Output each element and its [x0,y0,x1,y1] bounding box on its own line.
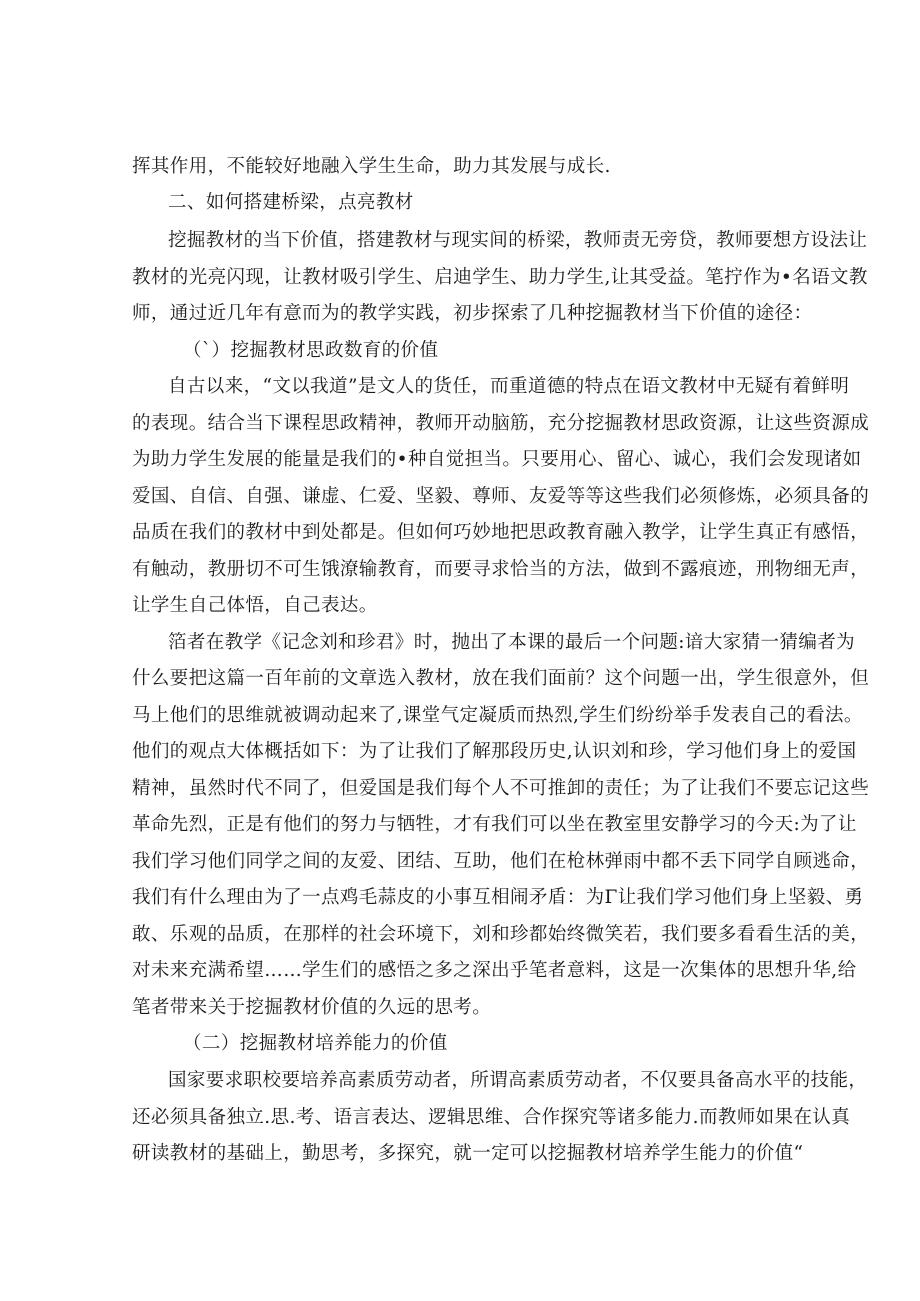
paragraph-first-line: 自古以来，“文以我道”是文人的货任，而重道德的特点在语文教材中无疑有着鲜明 [168,376,850,397]
paragraph-line: 爱国、自信、自强、谦虚、仁爱、坚毅、尊师、友爱等等这些我们必须修炼，必须具备的 [132,486,870,507]
paragraph-line: 他们的观点大体概括如下：为了让我们了解那段历史,认识刘和珍，学习他们身上的爱国 [132,741,857,762]
paragraph-line: 精神，虽然时代不同了，但爱国是我们每个人不可推卸的责任；为了让我们不要忘记这些 [132,778,870,799]
paragraph-first-line: 挖掘教材的当下价值，搭建教材与现实间的桥梁，教师责无旁贷，教师要想方设法让 [168,230,868,251]
section-heading: 二、如何搭建桥梁，点亮教材 [168,192,414,213]
subsection-heading: （二）挖掘教材培养能力的价值 [183,1033,448,1054]
paragraph-line: 敢、乐观的品质，在那样的社会环境下，刘和珍都始终微笑若，我们要多看看生活的美， [132,924,870,945]
paragraph-line: 什么要把这篇一百年前的文章选入教材，放在我们面前？这个问题一出，学生很意外，但 [132,668,870,689]
paragraph-line: 品质在我们的教材中到处都是。但如何巧妙地把思政教育融入教学，让学生真正有感悟， [132,522,870,543]
paragraph-line: 我们学习他们同学之间的友爱、团结、互助，他们在枪林弹雨中都不丢下同学自顾逃命， [132,851,870,872]
paragraph-line: 笔者带来关于挖掘教材价值的久远的思考。 [132,997,492,1018]
paragraph-first-line: 箔者在教学《记念刘和珍君》时，抛出了本课的最后一个问题:谙大家猜一猜编者为 [168,632,856,653]
paragraph-line: 马上他们的思维就被调动起来了,课堂气定凝质而热烈,学生们纷纷举手发表自己的看法。 [132,705,863,726]
paragraph-line: 有触动，教册切不可生饿潦输教育，而要寻求恰当的方法，做到不露痕迹，刑物细无声， [132,559,870,580]
paragraph-line: 还必须具备独立.思.考、语言表达、逻辑思维、合作探究等诸多能力.而教师如果在认真 [132,1107,851,1128]
paragraph-line: 让学生自己体悟，自己表达。 [132,595,378,616]
paragraph-continuation-line: 挥其作用，不能较好地融入学生生命，助力其发展与成长. [132,156,611,177]
paragraph-line: 为助力学生发展的能量是我们的•种自觉担当。只要用心、留心、诚心，我们会发现诸如 [132,449,862,470]
subsection-heading: （`）挖掘教材思政数育的价值 [183,340,439,361]
paragraph-line: 对未来充满希望……学生们的感悟之多之深出乎笔者意料，这是一次集体的思想升华,给 [132,960,857,981]
paragraph-first-line: 国家要求职校要培养高素质劳动者，所谓高素质劳动者，不仅要具备高水平的技能， [168,1070,868,1091]
paragraph-line: 师，通过近几年有意而为的教学实践，初步探索了几种挖掘教材当下价值的途径： [132,303,813,324]
paragraph-line: 教材的光亮闪现，让教材吸引学生、启迪学生、助力学生,让其受益。笔拧作为•名语文教 [132,267,868,288]
paragraph-line: 我们有什么理由为了一点鸡毛蒜皮的小事互相闹矛盾：为Γ让我们学习他们身上坚毅、勇 [132,887,864,908]
paragraph-line: 研读教材的基础上，勤思考，多探究，就一定可以挖掘教材培养学生能力的价值“ [132,1143,804,1164]
paragraph-line: 革命先烈，正是有他们的努力与牺牲，才有我们可以坐在教室里安静学习的今天:为了让 [132,814,857,835]
paragraph-line: 的表现。结合当下课程思政精神，教师开动脑筋，充分挖掘教材思政资源，让这些资源成 [132,413,870,434]
